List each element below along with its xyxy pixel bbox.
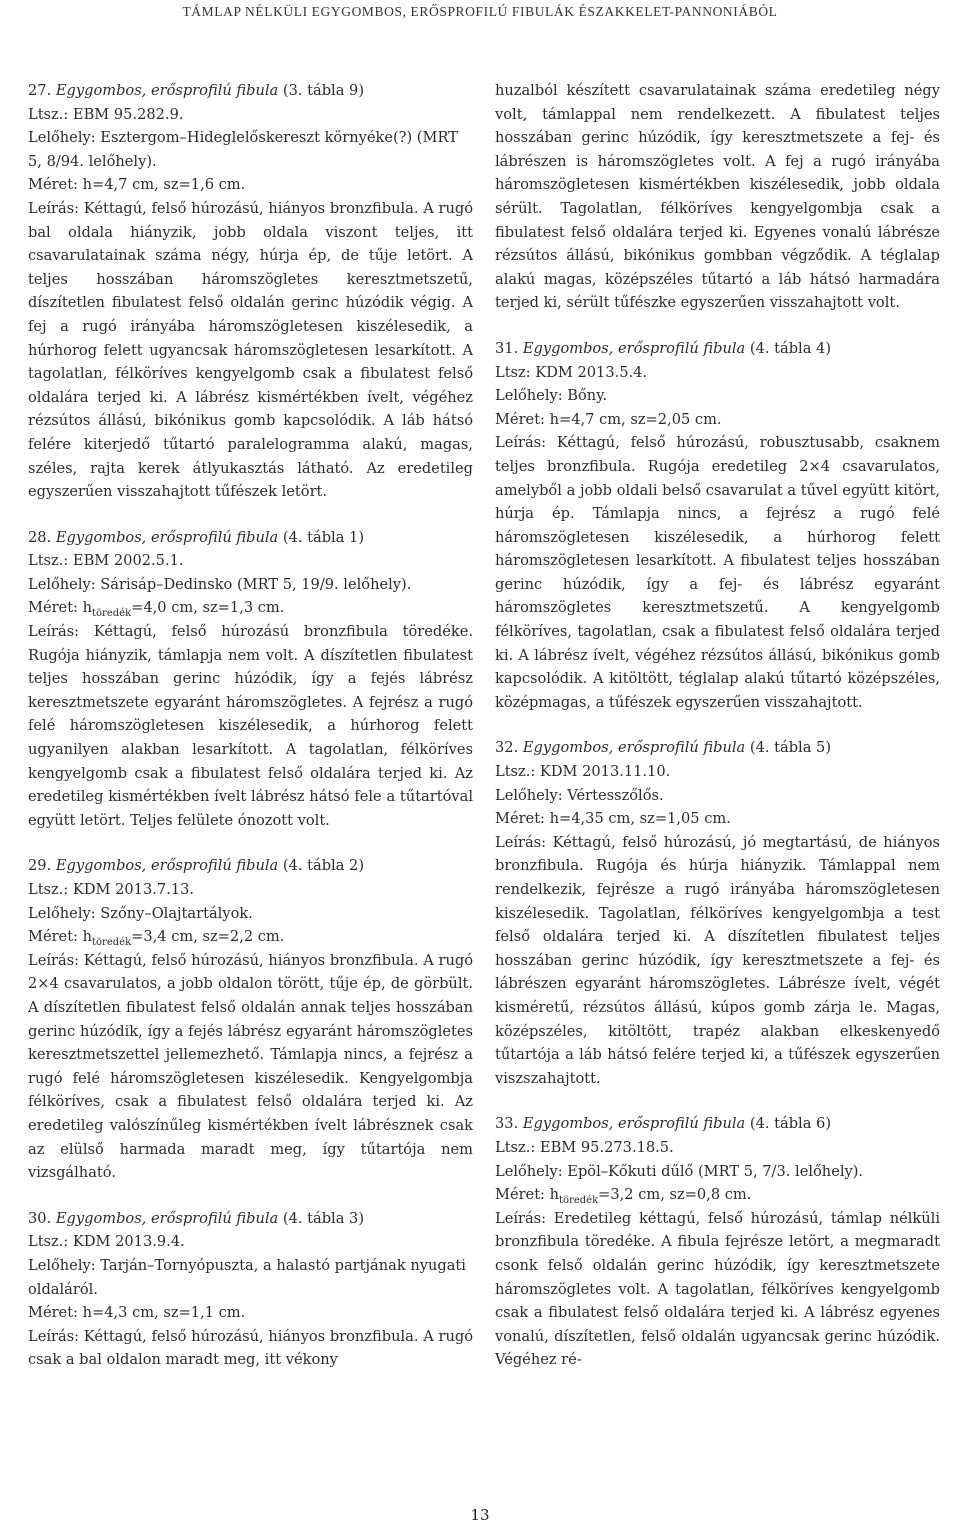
left-column — [28, 79, 473, 1394]
catalog-entry-30 — [28, 1207, 473, 1372]
entry-findspot: Lelőhely: Vértesszőlős. — [495, 786, 664, 804]
entry-number: 30. — [28, 1209, 52, 1227]
entry-table-ref: (4. tábla 3) — [282, 1209, 365, 1227]
entry-number: 31. — [495, 339, 519, 357]
entry-title: Egygombos, erősprofilú fibula — [522, 339, 746, 357]
entry-title: Egygombos, erősprofilú fibula — [55, 528, 279, 546]
entry-heading — [495, 736, 940, 760]
entry-description: Leírás: Kéttagú, felső húrozású, hiányos bronzfibula. A rugó bal oldala hiányzik, jobb oldala viszont teljes, itt csavarulatainak száma négy, húrja ép, de tűje letört. A teljes hosszában háromszögletes keresztmetszetű, díszítetlen fibulatest felső oldalán gerinc húzódik végig. A fej a rugó irányába háromszögletesen kiszélesedik, a húrhorog felett ugyancsak háromszögletesen lesarkított. A tagolatlan, félköríves kengyelgomb csak a fibulatest felső oldalára terjed ki. A lábrész kismértékben ívelt, végéhez rézsútos állású, bikónikus gomb kapcsolódik. A láb hátsó felére kiterjedő tűtartó paralelogramma alakú, magas, széles, rajta kerek átlyukasztás látható. Az eredetileg egyszerűen visszahajtott tűfészek letört. — [28, 199, 473, 501]
entry-table-ref: (4. tábla 5) — [749, 739, 832, 757]
size-subscript: töredék — [92, 608, 132, 620]
size-prefix: Méret: h — [28, 599, 93, 617]
entry-size: Méret: h=4,3 cm, sz=1,1 cm. — [28, 1304, 246, 1322]
entry-description: Leírás: Kéttagú, felső húrozású, hiányos bronzfibula. A rugó csak a bal oldalon maradt meg, itt vékony — [28, 1327, 473, 1369]
entry-heading — [28, 1207, 473, 1231]
entry-findspot: Lelőhely: Epöl–Kőkuti dűlő (MRT 5, 7/3. lelőhely). — [495, 1162, 864, 1180]
entry-inventory-number: Ltsz.: EBM 95.282.9. — [28, 105, 184, 123]
catalog-entry-27 — [28, 79, 473, 504]
entry-inventory-number: Ltsz: KDM 2013.5.4. — [495, 363, 648, 381]
catalog-entry-28 — [28, 526, 473, 833]
entry-size: Méret: h=4,35 cm, sz=1,05 cm. — [495, 810, 731, 828]
entry-title: Egygombos, erősprofilú fibula — [522, 1115, 746, 1133]
entry-size — [28, 596, 473, 620]
entry-table-ref: (3. tábla 9) — [282, 82, 365, 99]
entry-size — [28, 925, 473, 949]
entry-number: 32. — [495, 739, 519, 757]
catalog-entry-31 — [495, 337, 940, 715]
entry-inventory-number: Ltsz.: EBM 2002.5.1. — [28, 552, 184, 570]
catalog-entry-32 — [495, 736, 940, 1090]
size-values: =3,4 cm, sz=2,2 cm. — [131, 928, 285, 946]
catalog-entry-33 — [495, 1112, 940, 1372]
size-prefix: Méret: h — [28, 928, 93, 946]
entry-findspot: Lelőhely: Szőny–Olajtartályok. — [28, 904, 253, 922]
entry-number: 33. — [495, 1115, 519, 1133]
entry-description: Leírás: Eredetileg kéttagú, felső húrozású, támlap nélküli bronzfibula töredéke. A fibula fejrésze letört, a megmaradt csonk felső oldalán gerinc húzódik, így keresztmetszete háromszögletes volt. A tagolatlan, félköríves kengyelgomb csak a fibulatest felső oldalára terjed ki. A lábrész egyenes vonalú, díszítetlen, felső oldalán ugyancsak gerinc húzódik. Végéhez ré- — [495, 1209, 940, 1369]
entry-title: Egygombos, erősprofilú fibula — [55, 82, 279, 99]
entry-table-ref: (4. tábla 4) — [749, 339, 832, 357]
size-subscript: töredék — [92, 937, 132, 949]
entry-title: Egygombos, erősprofilú fibula — [55, 857, 279, 875]
entry-findspot: Lelőhely: Tarján–Tornyópuszta, a halastó partjának nyugati oldaláról. — [28, 1256, 466, 1298]
entry-findspot: Lelőhely: Sárisáp–Dedinsko (MRT 5, 19/9. lelőhely). — [28, 575, 412, 593]
entry-table-ref: (4. tábla 6) — [749, 1115, 832, 1133]
size-prefix: Méret: h — [495, 1186, 560, 1204]
entry-title: Egygombos, erősprofilú fibula — [55, 1209, 279, 1227]
entry-number: 27. — [28, 82, 52, 99]
entry-inventory-number: Ltsz.: KDM 2013.7.13. — [28, 881, 195, 898]
catalog-entry-29 — [28, 854, 473, 1184]
entry-description: Leírás: Kéttagú, felső húrozású bronzfibula töredéke. Rugója hiányzik, támlapja nem volt. A díszítetlen fibulatest teljes hosszában gerinc húzódik, így a fejés lábrész keresztmetszete egyaránt háromszögletes. A fejrész a rugó felé háromszögletesen kiszélesedik, a húrhorog felett ugyanilyen alakban lesarkított. A tagolatlan, félköríves kengyelgomb csak a fibulatest felső oldalára terjed ki. Az eredetileg kismértékben ívelt lábrész hátsó fele a tűtartóval együtt letört. Teljes felülete ónozott volt. — [28, 623, 473, 829]
entry-heading — [28, 79, 473, 103]
entry-description: Leírás: Kéttagú, felső húrozású, robusztusabb, csaknem teljes bronzfibula. Rugója eredetileg 2×4 csavarulatos, amelyből a jobb oldali belső csavarulat a tűvel együtt kitört, húrja ép. Támlapja nincs, a fejrész a rugó felé háromszögletesen kiszélesedik, a húrhorog felett háromszögletesen lesarkított. A fibulatest teljes hosszában gerinc húzódik, így a fej- és lábrész egyaránt háromszögletes keresztmetszetű. A kengyelgomb félköríves, tagolatlan, csak a fibulatest felső oldalára terjed ki. A lábrész ívelt, végéhez rézsútos állású, bikónikus gomb kapcsolódik. A kitöltött, téglalap alakú tűtartó középszéles, középmagas, a tűfészek egyszerűen visszahajtott. — [495, 434, 940, 711]
entry-findspot: Lelőhely: Bőny. — [495, 387, 608, 405]
entry-number: 29. — [28, 857, 52, 875]
size-values: =3,2 cm, sz=0,8 cm. — [598, 1186, 752, 1204]
entry-heading — [28, 526, 473, 550]
entry-size: Méret: h=4,7 cm, sz=2,05 cm. — [495, 410, 722, 428]
entry-number: 28. — [28, 528, 52, 546]
right-column — [495, 79, 940, 1394]
entry-heading — [495, 1112, 940, 1136]
entry-description: Leírás: Kéttagú, felső húrozású, hiányos bronzfibula. A rugó 2×4 csavarulatos, a jobb oldalon törött, tűje ép, de görbült. A díszítetlen fibulatest felső oldalán annak teljes hosszában gerinc húzódik, így a fejés lábrész egyaránt háromszögletes keresztmetszettel jellemezhető. Támlapja nincs, a fejrész a rugó felé háromszögletesen kiszélesedik. Kengyelgombja félköríves, csak a fibulatest felső oldalára terjed ki. Az eredetileg valószínűleg kismértékben ívelt lábrésznek csak az elülső harmada maradt meg, így tűtartója nem vizsgálható. — [28, 951, 473, 1182]
size-values: =4,0 cm, sz=1,3 cm. — [131, 599, 285, 617]
running-head: TÁMLAP NÉLKÜLI EGYGOMBOS, ERŐSPROFILÚ FIBULÁK ÉSZAKKELET-PANNONIÁBÓL — [182, 4, 778, 19]
page-number: 13 — [470, 1506, 490, 1524]
entry-30-continuation: huzalból készített csavarulatainak száma eredetileg négy volt, támlappal nem rendelkezett. A fibulatest teljes hosszában gerinc húzódik, így keresztmetszete a fej- és lábrészen is háromszögletes volt. A fej a rugó irányába háromszögletesen kismértékben kiszélesedik, jobb oldala sérült. Tagolatlan, félköríves kengyelgombja csak a fibulatest felső oldalára terjed ki. Egyenes vonalú lábrésze rézsútos állású, bikónikus gombban végződik. A téglalap alakú magas, középszéles tűtartó a láb hátsó harmadára terjed ki, sérült tűfészke egyszerűen visszahajtott volt. — [495, 82, 940, 312]
entry-description: Leírás: Kéttagú, felső húrozású, jó megtartású, de hiányos bronzfibula. Rugója és húrja hiányzik. Támlappal nem rendelkezik, fejrésze a rugó irányába háromszögletesen kiszélesedik. Tagolatlan, félköríves kengyelgombja a test felső oldalára terjed ki. A díszítetlen fibulatest teljes hosszában gerinc húzódik, így keresztmetszete a fej- és lábrészen egyaránt háromszögletes. Lábrésze ívelt, végét kisméretű, rézsútos állású, kúpos gomb zárja le. Magas, középszéles, kitöltött, trapéz alakban elkeskenyedő tűtartója a láb hátsó felére terjed ki, a tűfészek egyszerűen viszszahajtott. — [495, 833, 940, 1087]
entry-inventory-number: Ltsz.: KDM 2013.9.4. — [28, 1233, 185, 1251]
entry-inventory-number: Ltsz.: EBM 95.273.18.5. — [495, 1138, 674, 1156]
entry-table-ref: (4. tábla 2) — [282, 857, 365, 875]
entry-heading — [495, 337, 940, 361]
entry-heading — [28, 854, 473, 878]
entry-size: Méret: h=4,7 cm, sz=1,6 cm. — [28, 176, 246, 194]
size-subscript: töredék — [559, 1195, 599, 1207]
entry-table-ref: (4. tábla 1) — [282, 528, 365, 546]
entry-size — [495, 1183, 940, 1207]
entry-findspot: Lelőhely: Esztergom–Hideglelőskereszt környéke(?) (MRT 5, 8/94. lelőhely). — [28, 129, 458, 170]
entry-inventory-number: Ltsz.: KDM 2013.11.10. — [495, 763, 671, 781]
entry-title: Egygombos, erősprofilú fibula — [522, 739, 746, 757]
